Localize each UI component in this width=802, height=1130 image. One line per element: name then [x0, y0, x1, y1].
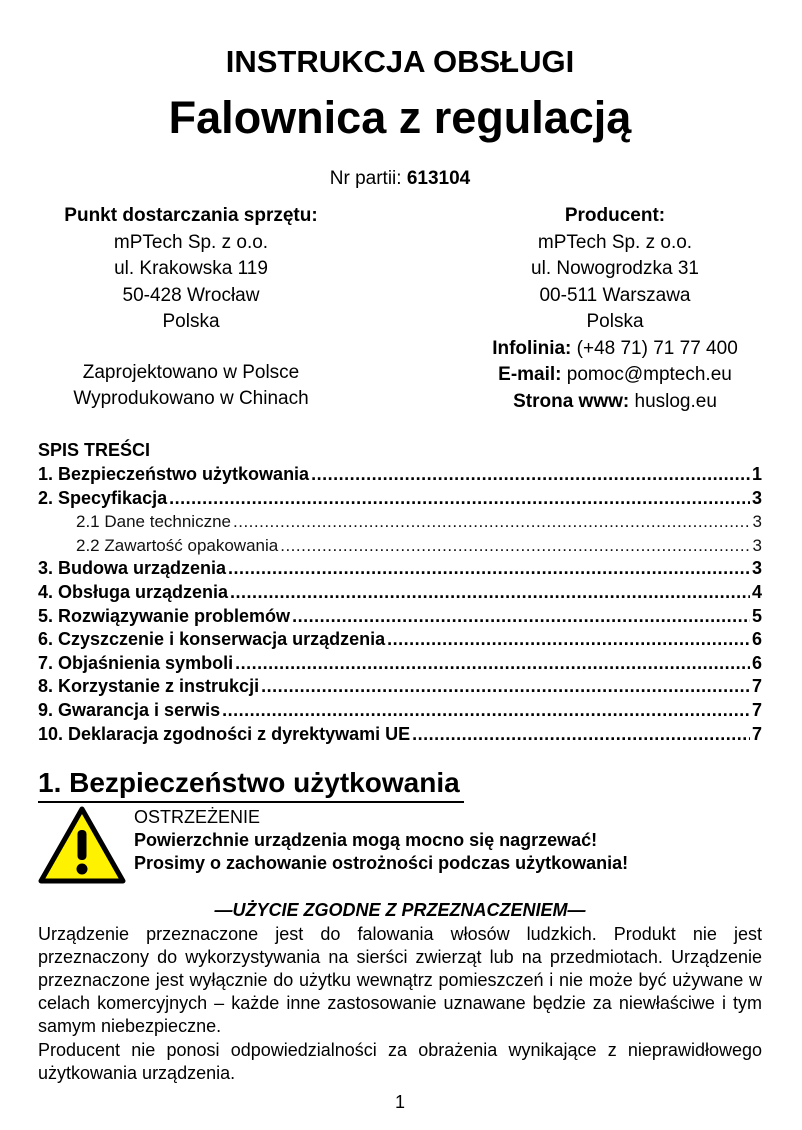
producer-city: 00-511 Warszawa: [539, 284, 691, 306]
toc-leader-dots: [280, 534, 750, 558]
toc-item: [38, 675, 762, 699]
warning-line: Prosimy o zachowanie ostrożności podczas użytkowania!: [134, 853, 629, 873]
toc-item-page: 7: [751, 699, 762, 720]
delivery-city: 50-428 Wrocław: [122, 284, 260, 306]
intended-use-paragraph: Urządzenie przeznaczone jest do falowania włosów ludzkich. Produkt nie jest przeznaczony do wykorzystywania na sierści zwierząt lub na przedmiotach. Urządzenie przeznaczone jest wyłącznie do użytku wewnątrz pomieszczeń i nie może być używane w celach komercyjnych – każde inne zastosowanie uznawane będzie za niewłaściwe i tym samym niebezpieczne.: [38, 924, 762, 1036]
toc-item-label: 1. Bezpieczeństwo użytkowania: [38, 464, 310, 484]
hotline-label: Infolinia:: [492, 337, 572, 359]
designed-in: Zaprojektowano w Polsce: [82, 361, 300, 383]
toc-item-page: 7: [751, 723, 762, 744]
toc-item: [38, 652, 762, 676]
manual-title: INSTRUKCJA OBSŁUGI: [225, 44, 575, 79]
toc-item: [38, 605, 762, 629]
section-heading: 1. Bezpieczeństwo użytkowania: [38, 767, 464, 803]
delivery-block: [41, 203, 341, 413]
email-value: pomoc@mptech.eu: [566, 364, 732, 385]
liability-paragraph: Producent nie ponosi odpowiedzialności za obrażenia wynikające z nieprawidłowego użytkowania urządzenia.: [38, 1040, 762, 1083]
toc-list: [38, 463, 762, 746]
toc-leader-dots: [169, 487, 750, 511]
hotline: [465, 336, 765, 363]
toc-item: [38, 463, 762, 487]
toc-item: [38, 510, 762, 534]
email: [465, 362, 765, 389]
usage-heading: —UŻYCIE ZGODNE Z PRZEZNACZENIEM—: [214, 900, 586, 920]
toc-item-label: 8. Korzystanie z instrukcji: [38, 676, 260, 697]
toc-item-label: 6. Czyszczenie i konserwacja urządzenia: [38, 629, 386, 650]
toc-leader-dots: [235, 652, 750, 676]
warning-triangle-icon: [38, 806, 126, 884]
producer-country: Polska: [586, 311, 644, 332]
delivery-heading: Punkt dostarczania sprzętu:: [64, 205, 318, 226]
warning-line: Powierzchnie urządzenia mogą mocno się nagrzewać!: [134, 830, 598, 850]
toc-item-page: 3: [752, 535, 762, 555]
toc-item: [38, 628, 762, 652]
toc-leader-dots: [233, 510, 751, 534]
toc-item-label: 2.1 Dane techniczne: [76, 512, 231, 532]
toc-title: SPIS TREŚCI: [38, 440, 151, 460]
toc-item-page: 6: [751, 629, 762, 650]
website-label: Strona www:: [513, 390, 630, 412]
toc-leader-dots: [228, 557, 750, 581]
toc-item-page: 3: [751, 487, 762, 508]
product-name: Falownica z regulacją: [168, 92, 632, 143]
toc-item: [38, 723, 762, 747]
toc-item-page: 3: [751, 558, 762, 579]
toc-item-label: 7. Objaśnienia symboli: [38, 652, 234, 673]
toc-item-label: 4. Obsługa urządzenia: [38, 581, 229, 602]
toc-item-page: 7: [751, 676, 762, 697]
website: [465, 389, 765, 416]
delivery-country: Polska: [162, 311, 220, 332]
toc-item-page: 5: [751, 605, 762, 626]
toc-leader-dots: [292, 605, 750, 629]
toc-item-page: 3: [752, 512, 762, 532]
delivery-street: ul. Krakowska 119: [114, 258, 268, 279]
toc-leader-dots: [222, 699, 750, 723]
toc-item: [38, 557, 762, 581]
toc-item: [38, 581, 762, 605]
batch-label: Nr partii:: [329, 168, 402, 189]
batch-number: [38, 168, 762, 190]
toc-item-label: 2. Specyfikacja: [38, 487, 168, 508]
delivery-company: mPTech Sp. z o.o.: [113, 231, 269, 253]
toc-item-label: 9. Gwarancja i serwis: [38, 699, 221, 720]
toc-leader-dots: [230, 581, 750, 605]
made-in: Wyprodukowano w Chinach: [73, 388, 309, 409]
producer-heading: Producent:: [564, 205, 666, 226]
toc-leader-dots: [261, 675, 750, 699]
toc-item: [38, 699, 762, 723]
page-number: 1: [394, 1092, 405, 1112]
website-value: huslog.eu: [634, 390, 717, 412]
toc-item-page: 1: [751, 464, 762, 484]
toc-item: [38, 534, 762, 558]
producer-street: ul. Nowogrodzka 31: [531, 258, 699, 279]
toc-leader-dots: [412, 723, 750, 747]
toc-item-label: 3. Budowa urządzenia: [38, 558, 227, 579]
warning-box: [134, 806, 628, 875]
email-label: E-mail:: [498, 364, 562, 385]
toc-item-page: 6: [751, 652, 762, 673]
table-of-contents: [38, 437, 762, 746]
spacer: [41, 336, 341, 360]
toc-item-page: 4: [751, 581, 762, 602]
hotline-value: (+48 71) 71 77 400: [576, 337, 738, 359]
producer-company: mPTech Sp. z o.o.: [537, 231, 693, 253]
toc-item-label: 10. Deklaracja zgodności z dyrektywami UE: [38, 723, 411, 744]
toc-leader-dots: [311, 463, 750, 487]
producer-block: [465, 203, 765, 415]
toc-item: [38, 487, 762, 511]
warning-title: OSTRZEŻENIE: [134, 807, 261, 827]
toc-item-label: 5. Rozwiązywanie problemów: [38, 605, 291, 626]
batch-value: 613104: [406, 168, 471, 189]
toc-leader-dots: [387, 628, 750, 652]
toc-item-label: 2.2 Zawartość opakowania: [76, 535, 279, 555]
